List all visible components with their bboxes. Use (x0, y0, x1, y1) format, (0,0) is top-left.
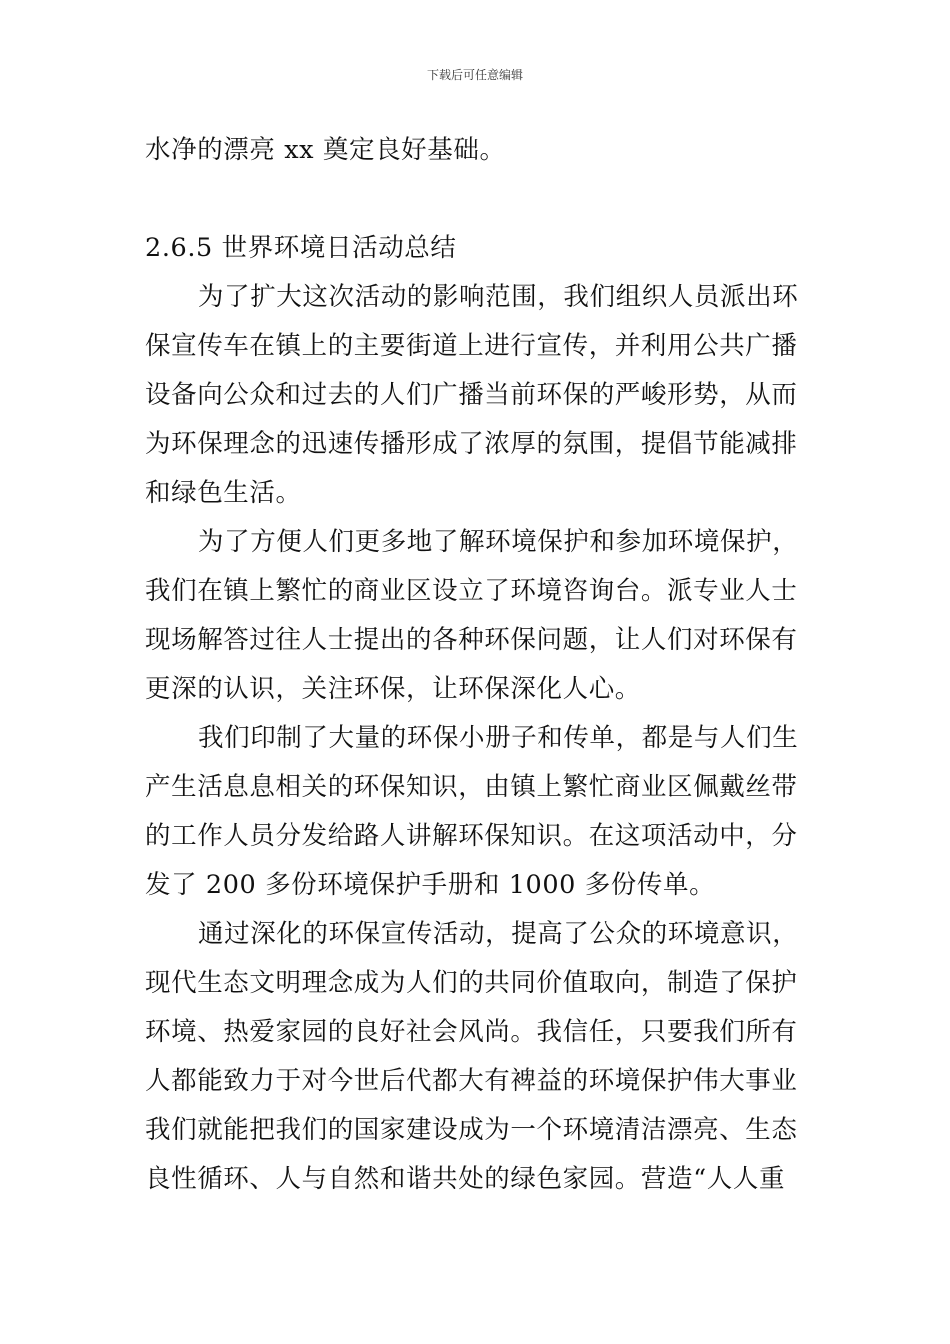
paragraph-line: 我们印制了大量的环保小册子和传单，都是与人们生 (198, 723, 799, 753)
paragraph-2 (145, 518, 810, 714)
section-heading: 2.6.5 世界环境日活动总结 (145, 233, 457, 263)
document-body (145, 126, 810, 1204)
paragraph-line: 的工作人员分发给路人讲解环保知识。在这项活动中，分 (145, 821, 798, 851)
paragraph-line: 和绿色生活。 (145, 478, 302, 508)
paragraph-line: 现代生态文明理念成为人们的共同价值取向，制造了保护 (145, 968, 798, 998)
lead-line: 水净的漂亮 xx 奠定良好基础。 (145, 135, 506, 165)
paragraph-line: 人都能致力于对今世后代都大有裨益的环境保护伟大事业 (145, 1066, 798, 1096)
paragraph-line: 为了方便人们更多地了解环境保护和参加环境保护， (198, 527, 799, 557)
paragraph-line: 为了扩大这次活动的影响范围，我们组织人员派出环 (198, 282, 799, 312)
paragraph-line: 环境、热爱家园的良好社会风尚。我信任，只要我们所有 (145, 1017, 798, 1047)
paragraph-3 (145, 714, 810, 910)
paragraph-line: 现场解答过往人士提出的各种环保问题，让人们对环保有 (145, 625, 798, 655)
paragraph-line: 良性循环、人与自然和谐共处的绿色家园。营造“人人重 (145, 1164, 786, 1194)
paragraph-line: 通过深化的环保宣传活动，提高了公众的环境意识， (198, 919, 799, 949)
paragraph-1 (145, 273, 810, 518)
paragraph-line: 保宣传车在镇上的主要街道上进行宣传，并利用公共广播 (145, 331, 798, 361)
paragraph-line: 我们在镇上繁忙的商业区设立了环境咨询台。派专业人士 (145, 576, 798, 606)
paragraph-line: 设备向公众和过去的人们广播当前环保的严峻形势，从而 (145, 380, 798, 410)
paragraph-4 (145, 910, 810, 1204)
paragraph-line: 发了 200 多份环境保护手册和 1000 多份传单。 (145, 870, 716, 900)
paragraph-line: 更深的认识，关注环保，让环保深化人心。 (145, 674, 641, 704)
paragraph-line: 我们就能把我们的国家建设成为一个环境清洁漂亮、生态 (145, 1115, 798, 1145)
page-header: 下载后可任意编辑 (426, 68, 523, 82)
paragraph-line: 为环保理念的迅速传播形成了浓厚的氛围，提倡节能减排 (145, 429, 798, 459)
paragraph-line: 产生活息息相关的环保知识，由镇上繁忙商业区佩戴丝带 (145, 772, 798, 802)
